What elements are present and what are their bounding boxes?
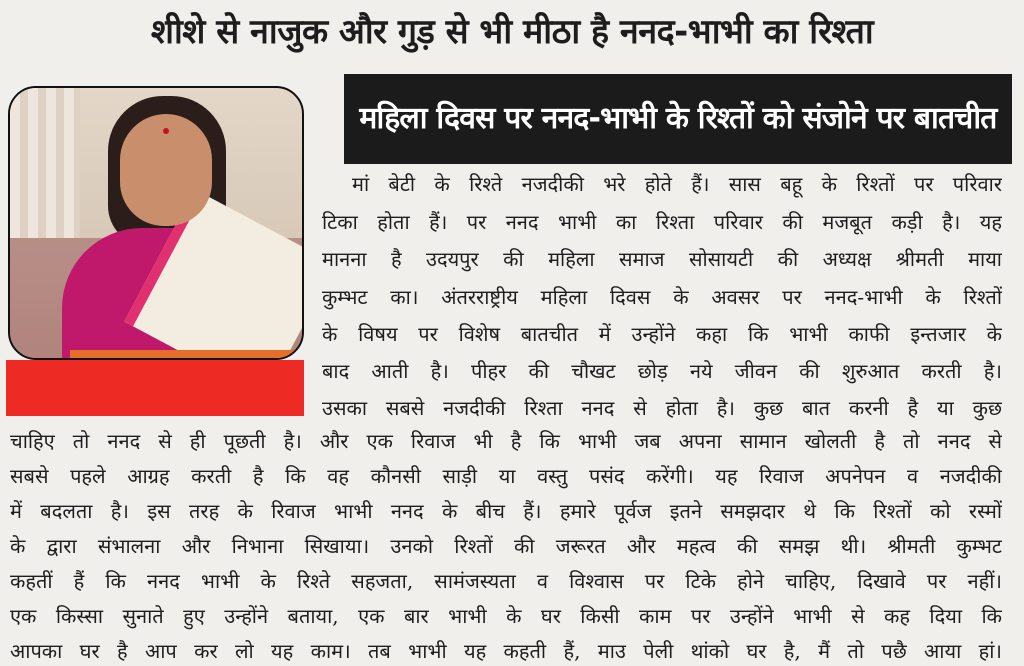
body-line: के विषय पर विशेष बातचीत में उन्होंने कहा कि भाभी काफी इन्तजार के xyxy=(322,322,1002,346)
body-line: मां बेटी के रिश्ते नजदीकी भरे होते हैं। सास बहू के रिश्तों पर परिवार xyxy=(352,172,1002,196)
body-line: बाद आती है। पीहर की चौखट छोड़ नये जीवन की शुरुआत करती है। xyxy=(322,359,1002,383)
body-line: टिका होता हैं। पर ननद भाभी का रिश्ता परिवार की मजबूत कड़ी है। यह xyxy=(322,210,1002,234)
body-line: में बदलता है। इस तरह के रिवाज भाभी ननद के बीच हैं। हमारे पूर्वज इतने समझदार थे कि रिश्तों को रस्मों xyxy=(10,499,1002,523)
body-line: आपका घर है आप कर लो यह काम। तब भाभी यह कहती हैं, माउ पेली थांको घर है, मैं तो पछै आया हां। xyxy=(10,639,1002,663)
photo-saree-border xyxy=(70,350,300,360)
body-line: कुम्भट का। अंतरराष्ट्रीय महिला दिवस के अवसर पर ननद-भाभी के रिश्तों xyxy=(322,285,1002,309)
body-line: कहतीं हैं कि ननद भाभी के रिश्ते सहजता, सामंजस्यता व विश्वास पर टिके होने चाहिए, दिखावे पर नहीं। xyxy=(10,569,1002,593)
headline: शीशे से नाजुक और गुड़ से भी मीठा है ननद-भाभी का रिश्ता xyxy=(150,12,874,52)
photo-bindi xyxy=(163,128,169,134)
body-line: उसका सबसे नजदीकी रिश्ता ननद से होता है। कुछ बात करनी है या कुछ xyxy=(322,396,1002,420)
body-line: के द्वारा संभालना और निभाना सिखाया। उनको रिश्तों की जरूरत और महत्व की समझ थी। श्रीमती कुम्भट xyxy=(10,534,1002,558)
redacted-caption xyxy=(6,360,304,416)
subheadline-banner: महिला दिवस पर ननद-भाभी के रिश्तों को संजोने पर बातचीत xyxy=(344,74,1012,164)
photo-curtain xyxy=(10,88,80,238)
body-line: सबसे पहले आग्रह करती है कि वह कौनसी साड़ी या वस्तु पसंद करेंगी। यह रिवाज अपनेपन व नजदीकी xyxy=(10,464,1002,488)
body-line: चाहिए तो ननद से ही पूछती है। और एक रिवाज भी है कि भाभी जब अपना सामान खोलती है तो ननद से xyxy=(10,429,1002,453)
body-line: मानना है उदयपुर की महिला समाज सोसायटी की अध्यक्ष श्रीमती माया xyxy=(322,247,1002,271)
portrait-photo xyxy=(8,86,304,360)
body-line: एक किस्सा सुनाते हुए उन्होंने बताया, एक बार भाभी के घर किसी काम पर उन्होंने भाभी से कह दिया कि xyxy=(10,604,1002,628)
